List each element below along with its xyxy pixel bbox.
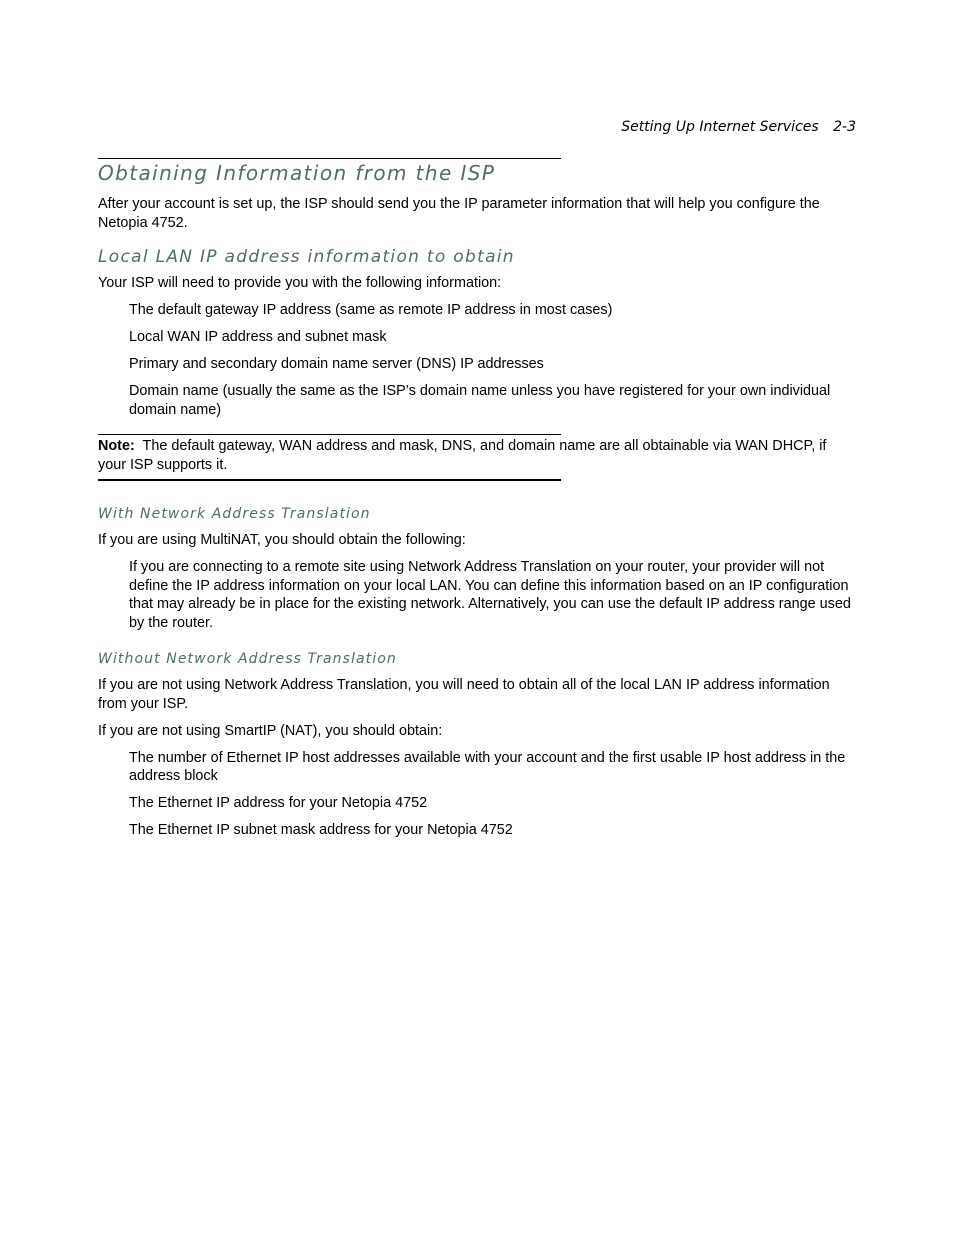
note-label: Note: (98, 438, 135, 454)
note-rule-bottom (98, 479, 561, 481)
without-nat-para: If you are not using SmartIP (NAT), you should obtain: (98, 722, 443, 739)
lan-info-item: The default gateway IP address (same as remote IP address in most cases) (129, 302, 613, 318)
page-content (98, 158, 858, 848)
with-nat-heading: With Network Address Translation (98, 506, 371, 522)
lan-info-item: Domain name (usually the same as the ISP’s domain name unless you have registered for your own individual domain name) (129, 383, 831, 418)
without-nat-para: If you are not using Network Address Translation, you will need to obtain all of the local LAN IP address information from your ISP. (98, 677, 830, 712)
with-nat-lead: If you are using MultiNAT, you should obtain the following: (98, 532, 466, 548)
without-nat-item: The Ethernet IP subnet mask address for your Netopia 4752 (129, 822, 513, 838)
without-nat-item: The Ethernet IP address for your Netopia 4752 (129, 795, 428, 811)
lan-info-item: Primary and secondary domain name server (DNS) IP addresses (129, 356, 544, 372)
with-nat-item: If you are connecting to a remote site using Network Address Translation on your router, your provider will not define the IP address information on your local LAN. You can define this information based on an IP configuration that may already be in place for the existing network. Alternatively, you can use the default IP address range used by the router. (129, 559, 851, 631)
note-box (98, 434, 858, 481)
note-rule-top (98, 434, 561, 435)
lan-info-item: Local WAN IP address and subnet mask (129, 329, 387, 345)
section-title: Obtaining Information from the ISP (98, 161, 496, 185)
without-nat-item: The number of Ethernet IP host addresses available with your account and the first usable IP host address in the address block (129, 749, 846, 784)
section-intro: After your account is set up, the ISP should send you the IP parameter information that will help you configure the Netopia 4752. (98, 196, 820, 231)
running-header (621, 119, 856, 135)
section-rule (98, 158, 561, 159)
note-text: The default gateway, WAN address and mask, DNS, and domain name are all obtainable via WAN DHCP, if your ISP supports it. (98, 438, 827, 473)
note-paragraph (98, 437, 858, 474)
page-number: 2-3 (833, 119, 856, 135)
running-header-title: Setting Up Internet Services (621, 119, 819, 135)
lan-info-lead: Your ISP will need to provide you with the following information: (98, 275, 502, 291)
lan-info-heading: Local LAN IP address information to obtain (98, 247, 515, 267)
without-nat-heading: Without Network Address Translation (98, 651, 397, 667)
